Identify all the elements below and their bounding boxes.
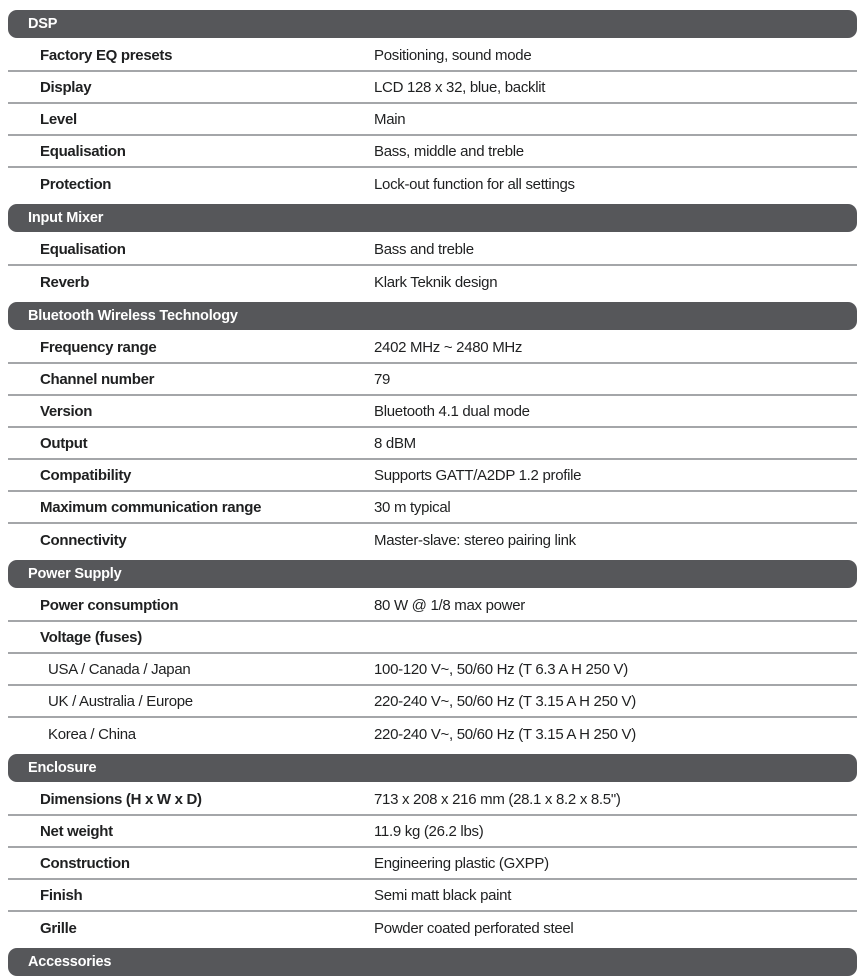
spec-row-grille (8, 912, 857, 944)
spec-row-korea-china (8, 718, 857, 750)
spec-label: Reverb (40, 273, 90, 291)
section-header-bar (8, 560, 857, 588)
spec-row-level (8, 104, 857, 136)
section-header-label: Input Mixer (28, 210, 104, 226)
spec-value: 79 (374, 370, 391, 388)
section-power-supply (8, 560, 857, 750)
spec-label: Factory EQ presets (40, 46, 173, 64)
spec-label: Level (40, 110, 77, 128)
spec-label: UK / Australia / Europe (48, 692, 193, 710)
section-input-mixer (8, 204, 857, 298)
section-rows (8, 234, 857, 298)
section-header-label: Enclosure (28, 760, 97, 776)
section-header-label: DSP (28, 16, 58, 32)
spec-row-display (8, 72, 857, 104)
spec-row-voltage-fuses (8, 622, 857, 654)
spec-value: 30 m typical (374, 498, 451, 516)
spec-row-factory-eq-presets (8, 40, 857, 72)
spec-label: Voltage (fuses) (40, 628, 142, 646)
section-header-label: Bluetooth Wireless Technology (28, 308, 238, 324)
spec-value: Engineering plastic (GXPP) (374, 854, 549, 872)
section-rows (8, 784, 857, 944)
spec-label: Output (40, 434, 88, 452)
spec-value: 220-240 V~, 50/60 Hz (T 3.15 A H 250 V) (374, 692, 636, 710)
spec-value: 8 dBM (374, 434, 416, 452)
spec-label: Equalisation (40, 240, 126, 258)
section-rows (8, 590, 857, 750)
section-header-bar (8, 754, 857, 782)
section-accessories (8, 948, 857, 976)
spec-label: Korea / China (48, 725, 136, 743)
spec-label: Grille (40, 919, 77, 937)
spec-label: Construction (40, 854, 130, 872)
spec-row-reverb (8, 266, 857, 298)
section-header-bar (8, 10, 857, 38)
spec-value: Supports GATT/A2DP 1.2 profile (374, 466, 582, 484)
spec-value: 713 x 208 x 216 mm (28.1 x 8.2 x 8.5") (374, 790, 621, 808)
spec-row-compatibility (8, 460, 857, 492)
spec-row-power-consumption (8, 590, 857, 622)
spec-row-equalisation (8, 136, 857, 168)
spec-row-version (8, 396, 857, 428)
spec-value: Main (374, 110, 406, 128)
section-header-label: Power Supply (28, 566, 122, 582)
spec-row-protection (8, 168, 857, 200)
spec-row-dimensions-h-x-w-x-d (8, 784, 857, 816)
section-bluetooth-wireless-technology (8, 302, 857, 556)
spec-label: Equalisation (40, 142, 126, 160)
section-enclosure (8, 754, 857, 944)
spec-value: Bass, middle and treble (374, 142, 524, 160)
spec-value: 220-240 V~, 50/60 Hz (T 3.15 A H 250 V) (374, 725, 636, 743)
spec-value: Bluetooth 4.1 dual mode (374, 402, 530, 420)
spec-value: Bass and treble (374, 240, 474, 258)
section-header-bar (8, 204, 857, 232)
section-header-bar (8, 948, 857, 976)
spec-value: Master-slave: stereo pairing link (374, 531, 576, 549)
spec-label: Dimensions (H x W x D) (40, 790, 202, 808)
spec-label: Frequency range (40, 338, 157, 356)
spec-label: Version (40, 402, 93, 420)
spec-label: Net weight (40, 822, 113, 840)
spec-row-connectivity (8, 524, 857, 556)
spec-value: 80 W @ 1/8 max power (374, 596, 525, 614)
spec-value: 2402 MHz ~ 2480 MHz (374, 338, 523, 356)
spec-label: Finish (40, 886, 83, 904)
spec-value: Klark Teknik design (374, 273, 498, 291)
spec-value: Powder coated perforated steel (374, 919, 574, 937)
section-dsp (8, 10, 857, 200)
spec-value: Positioning, sound mode (374, 46, 532, 64)
spec-label: Compatibility (40, 466, 132, 484)
spec-label: Display (40, 78, 92, 96)
spec-value: 100-120 V~, 50/60 Hz (T 6.3 A H 250 V) (374, 660, 628, 678)
spec-label: Maximum communication range (40, 498, 262, 516)
spec-label: Protection (40, 175, 112, 193)
spec-label: Channel number (40, 370, 155, 388)
section-rows (8, 40, 857, 200)
spec-row-net-weight (8, 816, 857, 848)
section-header-label: Accessories (28, 954, 112, 970)
spec-value: Lock-out function for all settings (374, 175, 575, 193)
spec-row-output (8, 428, 857, 460)
spec-row-channel-number (8, 364, 857, 396)
spec-row-uk-australia-europe (8, 686, 857, 718)
section-rows (8, 332, 857, 556)
spec-row-equalisation (8, 234, 857, 266)
spec-label: Power consumption (40, 596, 179, 614)
spec-row-usa-canada-japan (8, 654, 857, 686)
spec-value: Semi matt black paint (374, 886, 512, 904)
spec-row-maximum-communication-range (8, 492, 857, 524)
spec-label: Connectivity (40, 531, 127, 549)
spec-row-finish (8, 880, 857, 912)
section-header-bar (8, 302, 857, 330)
spec-row-frequency-range (8, 332, 857, 364)
spec-value: LCD 128 x 32, blue, backlit (374, 78, 546, 96)
spec-row-construction (8, 848, 857, 880)
spec-value: 11.9 kg (26.2 lbs) (374, 822, 484, 840)
spec-label: USA / Canada / Japan (48, 660, 191, 678)
